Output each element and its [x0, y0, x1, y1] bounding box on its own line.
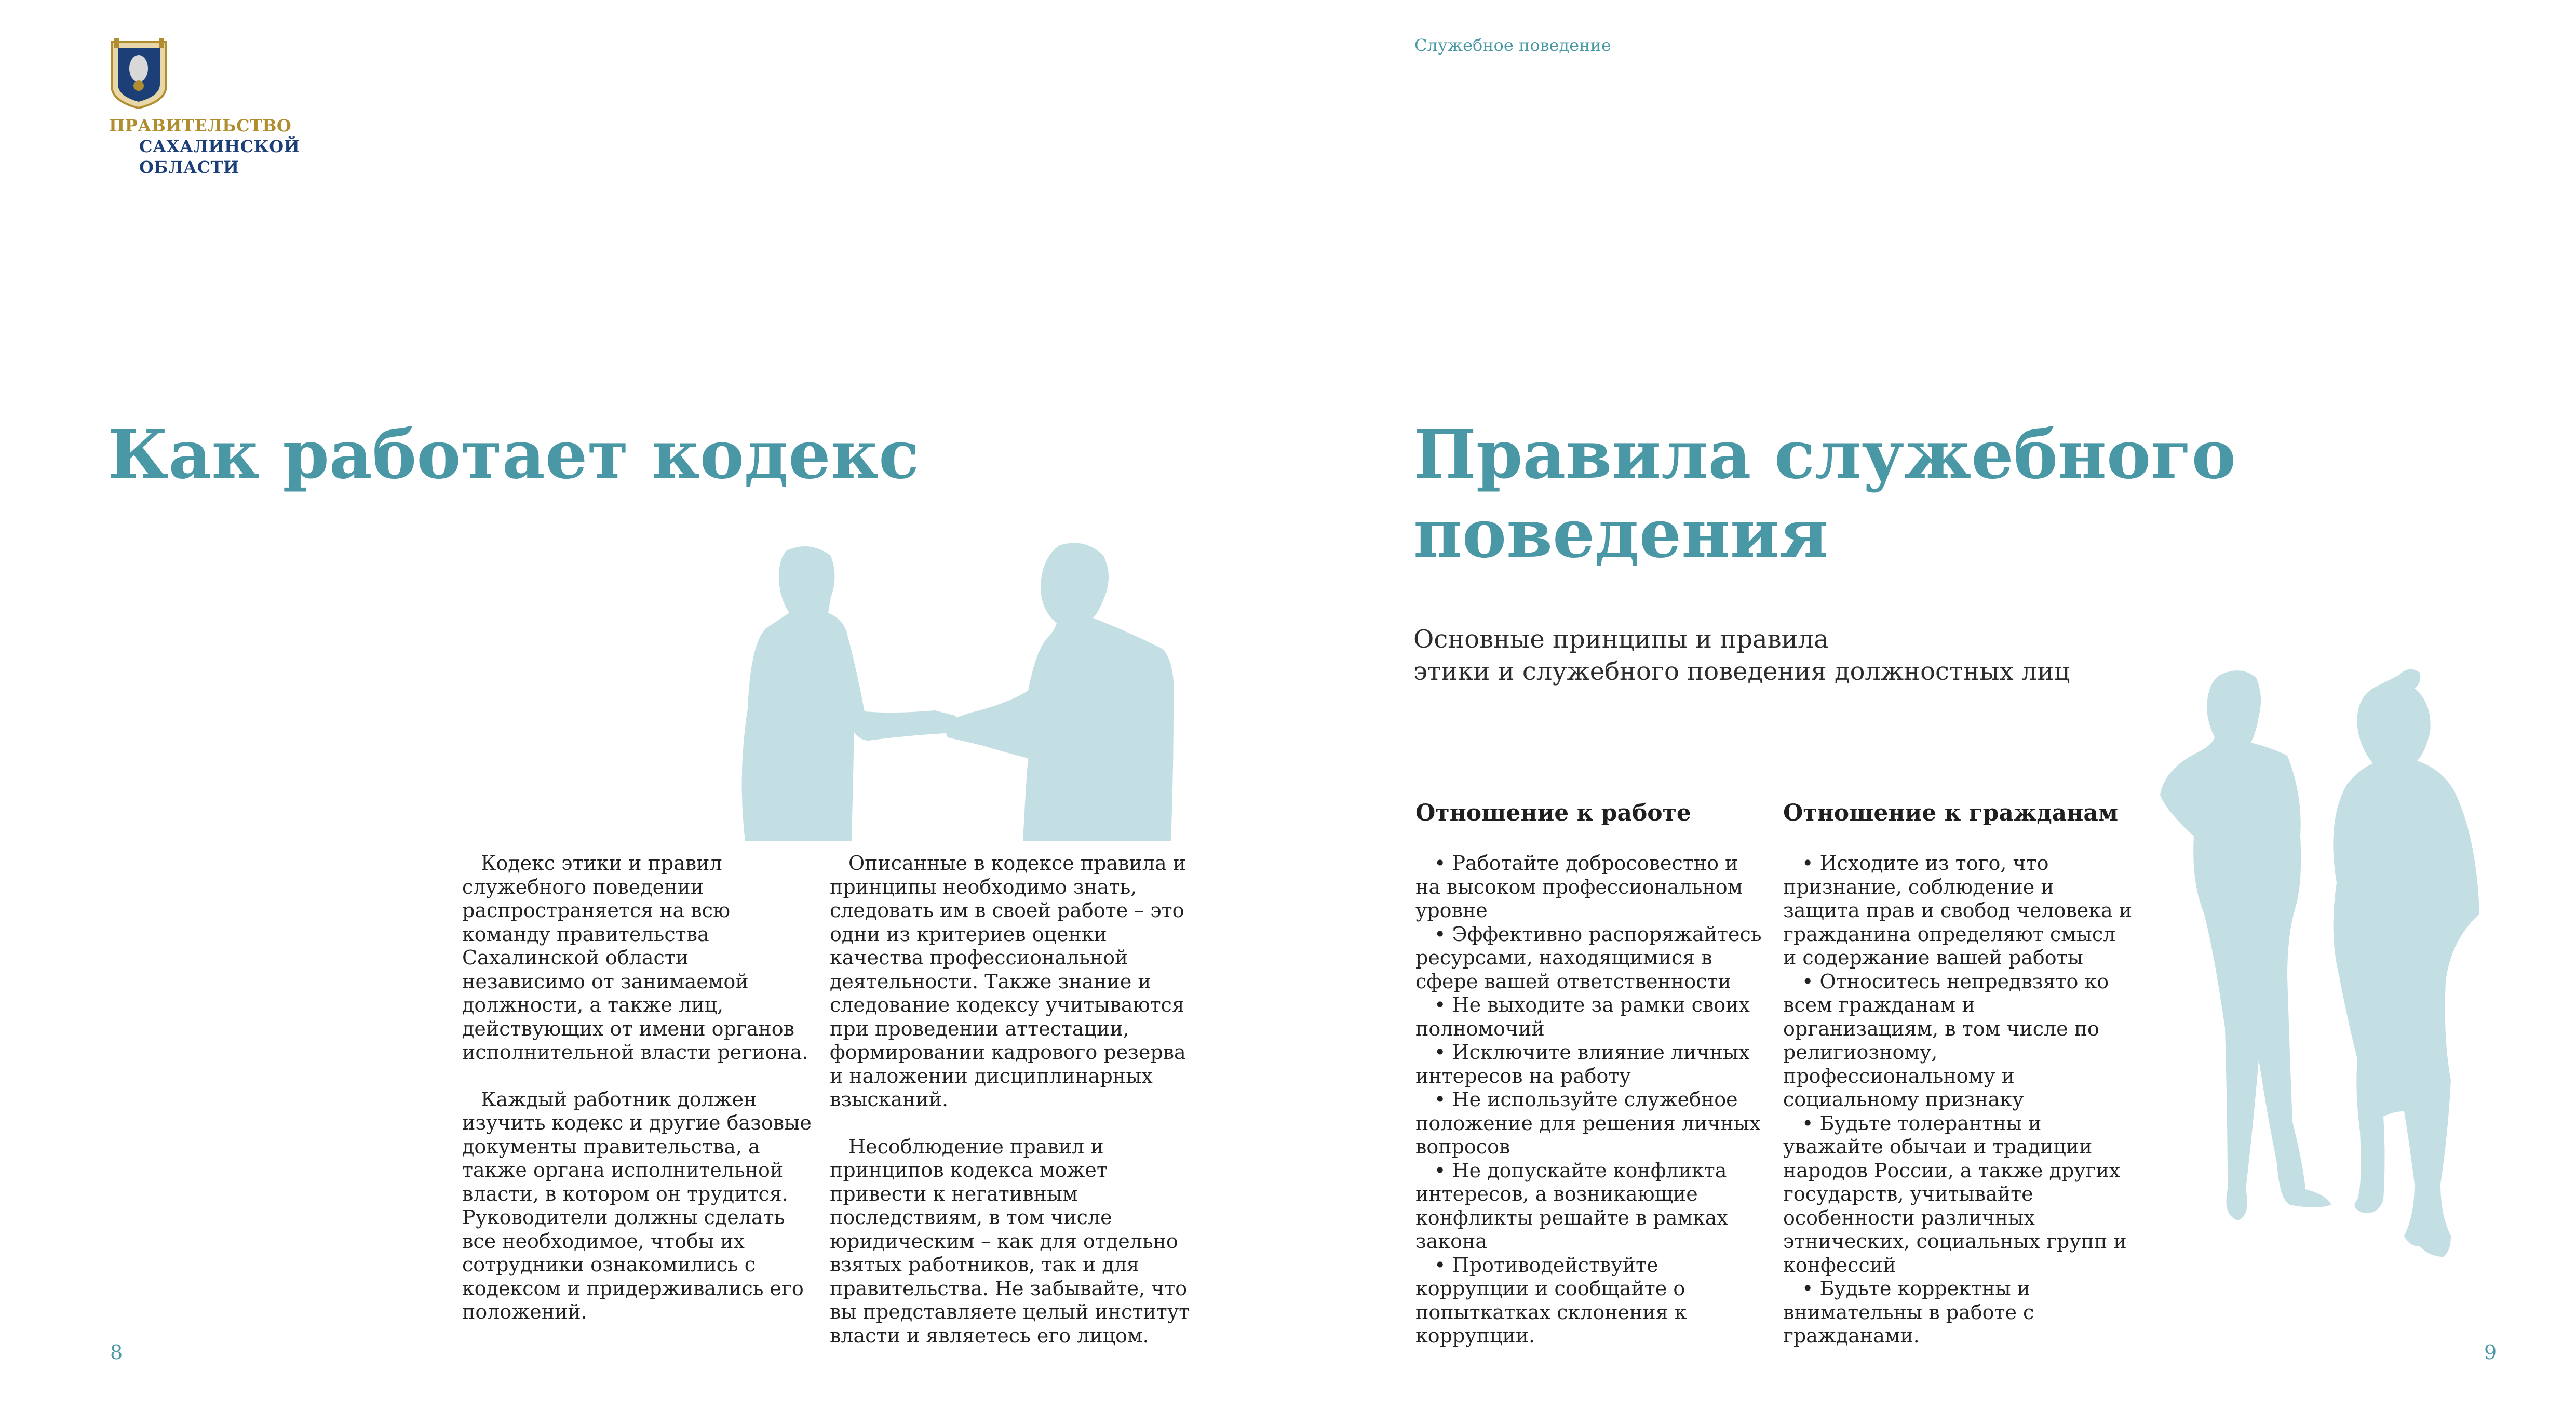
list-item: • Не допускайте конфликта интересов, а возникающие конфликты решайте в рамках закона	[1415, 1159, 1763, 1254]
handshake-illustration	[737, 540, 1184, 841]
list-item: • Будьте корректны и внимательны в работе с гражданами.	[1783, 1277, 2134, 1348]
standing-people-illustration	[2160, 665, 2482, 1309]
left-text-column-2	[830, 852, 1193, 1371]
page-number-right: 9	[2484, 1341, 2497, 1364]
list-item: • Исключите влияние личных интересов на работу	[1415, 1041, 1763, 1088]
page-number-left: 8	[110, 1341, 123, 1364]
logo-line-1: ПРАВИТЕЛЬСТВО	[109, 116, 292, 136]
list-item: • Эффективно распоряжайтесь ресурсами, находящимися в сфере вашей ответственности	[1415, 923, 1763, 994]
subtitle-line-2: этики и служебного поведения должностных лиц	[1413, 657, 2070, 686]
paragraph: Несоблюдение правил и принципов кодекса может привести к негативным последствиям, в том числе юридическим – как для отдельно взятых работников, так и для правительства. Не забывайте, что вы представляете целый институт власти и являетесь его лицом.	[830, 1135, 1190, 1347]
list-item: • Исходите из того, что признание, соблюдение и защита прав и свобод человека и гражданина определяют смысл и содержание вашей работы	[1783, 852, 2134, 970]
work-rules-list	[1415, 852, 1763, 1348]
list-item: • Будьте толерантны и уважайте обычаи и традиции народов России, а также других государств, учитывайте особенности различных этнических, социальных групп и конфессий	[1783, 1112, 2134, 1278]
list-item: • Не выходите за рамки своих полномочий	[1415, 993, 1763, 1041]
left-text-column-1	[462, 852, 815, 1348]
right-title-line-1: Правила служебного	[1413, 416, 2236, 494]
section-heading-citizens: Отношение к гражданам	[1783, 800, 2119, 826]
right-page-subtitle	[1413, 623, 2070, 688]
right-title-line-2: поведения	[1413, 495, 1829, 573]
logo-text	[109, 115, 300, 178]
logo-line-3: ОБЛАСТИ	[139, 157, 239, 177]
list-item: • Работайте добросовестно и на высоком профессиональном уровне	[1415, 852, 1763, 923]
paragraph: Описанные в кодексе правила и принципы необходимо знать, следовать им в своей работе – это одни из критериев оценки качества профессиональной деятельности. Также знание и следование кодексу учитываются при проведении аттестации, формировании кадрового резерва и наложении дисциплинарных взысканий.	[830, 852, 1186, 1111]
paragraph: Каждый работник должен изучить кодекс и другие базовые документы правительства, а также органа исполнительной власти, в котором он трудится. Руководители должны сделать все необходимое, чтобы их сотрудники ознакомились с кодексом и придерживались его положений.	[462, 1087, 812, 1323]
paragraph: Кодекс этики и правил служебного поведении распространяется на всю команду правительства Сахалинской области независимо от занимаемой должности, а также лиц, действующих от имени органов исполнительной власти региона.	[462, 852, 808, 1064]
section-heading-work: Отношение к работе	[1415, 800, 1691, 826]
left-page-title: Как работает кодекс	[108, 416, 920, 494]
list-item: • Относитесь непредвзято ко всем гражданам и организациям, в том числе по религиозному, профессиональному и социальному признаку	[1783, 970, 2134, 1112]
citizen-rules-list	[1783, 852, 2134, 1348]
right-page-title	[1413, 415, 2244, 573]
logo-line-2: САХАЛИНСКОЙ	[139, 137, 300, 156]
subtitle-line-1: Основные принципы и правила	[1413, 625, 1829, 654]
list-item: • Не используйте служебное положение для решения личных вопросов	[1415, 1088, 1763, 1159]
coat-of-arms-icon	[106, 36, 171, 109]
running-header: Служебное поведение	[1414, 35, 1611, 55]
list-item: • Противодействуйте коррупции и сообщайте о попыткатках склонения к коррупции.	[1415, 1254, 1763, 1348]
